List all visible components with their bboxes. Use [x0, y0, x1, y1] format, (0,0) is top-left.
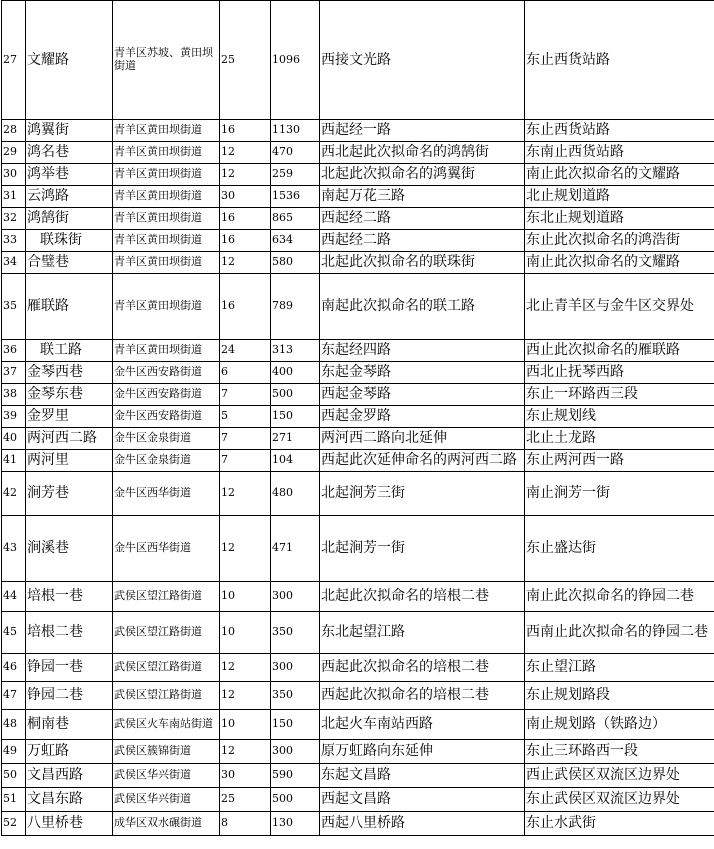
row-number-cell: 50	[2, 764, 26, 788]
district-cell: 武侯区华兴街道	[113, 764, 220, 788]
row-number-cell: 52	[2, 812, 26, 836]
district-cell: 青羊区黄田坝街道	[113, 142, 220, 164]
road-name-cell: 合璧巷	[26, 252, 113, 274]
end-point-cell: 东止规划路段	[525, 682, 714, 710]
table-row	[2, 164, 714, 186]
table-row	[2, 612, 714, 654]
road-length-cell: 350	[271, 682, 320, 710]
start-point-cell: 东起金琴路	[320, 362, 525, 384]
road-length-cell: 150	[271, 406, 320, 428]
road-width-cell: 30	[220, 764, 271, 788]
road-width-cell: 16	[220, 208, 271, 230]
row-number-cell: 35	[2, 274, 26, 340]
road-width-cell: 7	[220, 428, 271, 450]
district-cell: 青羊区黄田坝街道	[113, 230, 220, 252]
row-number-cell: 38	[2, 384, 26, 406]
district-cell: 成华区双水碾街道	[113, 812, 220, 836]
end-point-cell: 东止望江路	[525, 654, 714, 682]
table-row	[2, 788, 714, 812]
table-row	[2, 582, 714, 612]
row-number-cell: 44	[2, 582, 26, 612]
road-length-cell: 271	[271, 428, 320, 450]
road-width-cell: 16	[220, 274, 271, 340]
road-name-cell: 鸿举巷	[26, 164, 113, 186]
row-number-cell: 51	[2, 788, 26, 812]
table-row	[2, 384, 714, 406]
row-number-cell: 41	[2, 450, 26, 472]
road-name-cell: 桐南巷	[26, 710, 113, 740]
road-name-cell: 云鸿路	[26, 186, 113, 208]
start-point-cell: 西起经一路	[320, 120, 525, 142]
district-cell: 青羊区黄田坝街道	[113, 164, 220, 186]
road-width-cell: 24	[220, 340, 271, 362]
road-width-cell: 12	[220, 740, 271, 764]
start-point-cell: 西起金琴路	[320, 384, 525, 406]
road-width-cell: 7	[220, 450, 271, 472]
end-point-cell: 北止土龙路	[525, 428, 714, 450]
start-point-cell: 西起经二路	[320, 230, 525, 252]
road-name-cell: 两河里	[26, 450, 113, 472]
end-point-cell: 南止规划路（铁路边）	[525, 710, 714, 740]
start-point-cell: 西起此次拟命名的培根二巷	[320, 682, 525, 710]
district-cell: 金牛区金泉街道	[113, 428, 220, 450]
table-row	[2, 252, 714, 274]
district-cell: 武侯区簇锦街道	[113, 740, 220, 764]
road-width-cell: 12	[220, 682, 271, 710]
road-length-cell: 104	[271, 450, 320, 472]
district-cell: 金牛区西华街道	[113, 472, 220, 516]
start-point-cell: 南起万花三路	[320, 186, 525, 208]
road-length-cell: 470	[271, 142, 320, 164]
road-width-cell: 10	[220, 612, 271, 654]
district-cell: 青羊区苏坡、黄田坝街道	[113, 1, 220, 120]
end-point-cell: 南止此次拟命名的文耀路	[525, 252, 714, 274]
road-width-cell: 25	[220, 788, 271, 812]
table-row	[2, 472, 714, 516]
row-number-cell: 29	[2, 142, 26, 164]
road-name-cell: 鸿名巷	[26, 142, 113, 164]
row-number-cell: 39	[2, 406, 26, 428]
end-point-cell: 北止青羊区与金牛区交界处	[525, 274, 714, 340]
end-point-cell: 东止盛达街	[525, 516, 714, 582]
table-row	[2, 654, 714, 682]
district-cell: 金牛区西华街道	[113, 516, 220, 582]
road-length-cell: 865	[271, 208, 320, 230]
road-width-cell: 10	[220, 710, 271, 740]
table-row	[2, 142, 714, 164]
row-number-cell: 43	[2, 516, 26, 582]
end-point-cell: 南止此次拟命名的文耀路	[525, 164, 714, 186]
row-number-cell: 46	[2, 654, 26, 682]
district-cell: 金牛区西安路街道	[113, 406, 220, 428]
table-row	[2, 450, 714, 472]
road-name-cell: 金琴西巷	[26, 362, 113, 384]
district-cell: 武侯区望江路街道	[113, 612, 220, 654]
row-number-cell: 48	[2, 710, 26, 740]
start-point-cell: 南起此次拟命名的联工路	[320, 274, 525, 340]
district-cell: 青羊区黄田坝街道	[113, 208, 220, 230]
row-number-cell: 47	[2, 682, 26, 710]
district-cell: 金牛区金泉街道	[113, 450, 220, 472]
table-row	[2, 812, 714, 836]
road-name-cell: 万虹路	[26, 740, 113, 764]
road-width-cell: 12	[220, 164, 271, 186]
road-name-cell: 金罗里	[26, 406, 113, 428]
end-point-cell: 东止武侯区双流区边界处	[525, 788, 714, 812]
road-name-cell: 联珠街	[26, 230, 113, 252]
road-name-cell: 涧溪巷	[26, 516, 113, 582]
road-width-cell: 12	[220, 472, 271, 516]
road-name-cell: 金琴东巷	[26, 384, 113, 406]
road-width-cell: 8	[220, 812, 271, 836]
road-length-cell: 634	[271, 230, 320, 252]
table-row	[2, 682, 714, 710]
end-point-cell: 西止此次拟命名的雁联路	[525, 340, 714, 362]
end-point-cell: 东止水武街	[525, 812, 714, 836]
road-length-cell: 150	[271, 710, 320, 740]
end-point-cell: 东止西货站路	[525, 1, 714, 120]
end-point-cell: 东止规划线	[525, 406, 714, 428]
start-point-cell: 西起此次拟命名的培根二巷	[320, 654, 525, 682]
road-width-cell: 25	[220, 1, 271, 120]
road-name-cell: 鸿鹄街	[26, 208, 113, 230]
district-cell: 青羊区黄田坝街道	[113, 340, 220, 362]
road-width-cell: 10	[220, 582, 271, 612]
road-name-cell: 铮园二巷	[26, 682, 113, 710]
start-point-cell: 西北起此次拟命名的鸿鹄街	[320, 142, 525, 164]
road-width-cell: 6	[220, 362, 271, 384]
table-row	[2, 428, 714, 450]
road-name-cell: 八里桥巷	[26, 812, 113, 836]
row-number-cell: 45	[2, 612, 26, 654]
start-point-cell: 东北起望江路	[320, 612, 525, 654]
row-number-cell: 31	[2, 186, 26, 208]
row-number-cell: 40	[2, 428, 26, 450]
district-cell: 青羊区黄田坝街道	[113, 252, 220, 274]
road-name-cell: 培根一巷	[26, 582, 113, 612]
end-point-cell: 东止此次拟命名的鸿浩街	[525, 230, 714, 252]
row-number-cell: 27	[2, 1, 26, 120]
end-point-cell: 北止规划道路	[525, 186, 714, 208]
road-length-cell: 300	[271, 582, 320, 612]
district-cell: 青羊区黄田坝街道	[113, 186, 220, 208]
table-row	[2, 120, 714, 142]
row-number-cell: 30	[2, 164, 26, 186]
end-point-cell: 东北止规划道路	[525, 208, 714, 230]
district-cell: 武侯区望江路街道	[113, 654, 220, 682]
road-name-cell: 涧芳巷	[26, 472, 113, 516]
end-point-cell: 东止三环路西一段	[525, 740, 714, 764]
start-point-cell: 原万虹路向东延伸	[320, 740, 525, 764]
start-point-cell: 北起此次拟命名的培根二巷	[320, 582, 525, 612]
table-body	[2, 1, 714, 836]
road-width-cell: 16	[220, 230, 271, 252]
road-length-cell: 350	[271, 612, 320, 654]
road-length-cell: 580	[271, 252, 320, 274]
road-width-cell: 12	[220, 252, 271, 274]
table-row	[2, 710, 714, 740]
district-cell: 青羊区黄田坝街道	[113, 274, 220, 340]
row-number-cell: 32	[2, 208, 26, 230]
road-length-cell: 471	[271, 516, 320, 582]
road-width-cell: 5	[220, 406, 271, 428]
road-name-cell: 培根二巷	[26, 612, 113, 654]
road-length-cell: 300	[271, 654, 320, 682]
end-point-cell: 东南止西货站路	[525, 142, 714, 164]
end-point-cell: 西北止抚琴西路	[525, 362, 714, 384]
table-row	[2, 1, 714, 120]
district-cell: 金牛区西安路街道	[113, 362, 220, 384]
start-point-cell: 东起经四路	[320, 340, 525, 362]
end-point-cell: 南止涧芳一街	[525, 472, 714, 516]
start-point-cell: 东起文昌路	[320, 764, 525, 788]
road-length-cell: 300	[271, 740, 320, 764]
row-number-cell: 36	[2, 340, 26, 362]
road-name-cell: 文昌西路	[26, 764, 113, 788]
end-point-cell: 东止一环路西三段	[525, 384, 714, 406]
start-point-cell: 北起火车南站西路	[320, 710, 525, 740]
road-length-cell: 590	[271, 764, 320, 788]
road-name-cell: 文昌东路	[26, 788, 113, 812]
table-row	[2, 516, 714, 582]
district-cell: 金牛区西安路街道	[113, 384, 220, 406]
start-point-cell: 北起涧芳一街	[320, 516, 525, 582]
road-length-cell: 789	[271, 274, 320, 340]
road-width-cell: 7	[220, 384, 271, 406]
row-number-cell: 34	[2, 252, 26, 274]
end-point-cell: 南止此次拟命名的铮园二巷	[525, 582, 714, 612]
district-cell: 武侯区火车南站街道	[113, 710, 220, 740]
start-point-cell: 北起此次拟命名的联珠街	[320, 252, 525, 274]
row-number-cell: 33	[2, 230, 26, 252]
start-point-cell: 西起金罗路	[320, 406, 525, 428]
table-row	[2, 230, 714, 252]
end-point-cell: 西南止此次拟命名的铮园二巷	[525, 612, 714, 654]
road-name-cell: 铮园一巷	[26, 654, 113, 682]
road-width-cell: 12	[220, 142, 271, 164]
table-row	[2, 740, 714, 764]
start-point-cell: 西起此次延伸命名的两河西二路	[320, 450, 525, 472]
road-name-cell: 雁联路	[26, 274, 113, 340]
road-name-cell: 文耀路	[26, 1, 113, 120]
road-length-cell: 1536	[271, 186, 320, 208]
start-point-cell: 北起此次拟命名的鸿翼街	[320, 164, 525, 186]
table-row	[2, 208, 714, 230]
road-name-cell: 联工路	[26, 340, 113, 362]
start-point-cell: 西接文光路	[320, 1, 525, 120]
district-cell: 青羊区黄田坝街道	[113, 120, 220, 142]
table-row	[2, 340, 714, 362]
road-length-cell: 259	[271, 164, 320, 186]
start-point-cell: 北起涧芳三街	[320, 472, 525, 516]
road-width-cell: 16	[220, 120, 271, 142]
road-length-cell: 500	[271, 788, 320, 812]
table-row	[2, 406, 714, 428]
row-number-cell: 42	[2, 472, 26, 516]
road-length-cell: 500	[271, 384, 320, 406]
start-point-cell: 西起文昌路	[320, 788, 525, 812]
road-length-cell: 313	[271, 340, 320, 362]
road-length-cell: 1130	[271, 120, 320, 142]
road-name-cell: 鸿翼街	[26, 120, 113, 142]
road-width-cell: 12	[220, 516, 271, 582]
end-point-cell: 东止西货站路	[525, 120, 714, 142]
road-naming-table	[1, 0, 714, 836]
district-cell: 武侯区华兴街道	[113, 788, 220, 812]
table-row	[2, 186, 714, 208]
district-cell: 武侯区望江路街道	[113, 582, 220, 612]
road-length-cell: 480	[271, 472, 320, 516]
start-point-cell: 两河西二路向北延伸	[320, 428, 525, 450]
row-number-cell: 37	[2, 362, 26, 384]
road-length-cell: 400	[271, 362, 320, 384]
table-row	[2, 274, 714, 340]
table-row	[2, 362, 714, 384]
row-number-cell: 49	[2, 740, 26, 764]
road-width-cell: 30	[220, 186, 271, 208]
road-width-cell: 12	[220, 654, 271, 682]
road-length-cell: 1096	[271, 1, 320, 120]
table-row	[2, 764, 714, 788]
start-point-cell: 西起八里桥路	[320, 812, 525, 836]
end-point-cell: 西止武侯区双流区边界处	[525, 764, 714, 788]
road-length-cell: 130	[271, 812, 320, 836]
row-number-cell: 28	[2, 120, 26, 142]
start-point-cell: 西起经二路	[320, 208, 525, 230]
district-cell: 武侯区望江路街道	[113, 682, 220, 710]
road-name-cell: 两河西二路	[26, 428, 113, 450]
end-point-cell: 东止两河西一路	[525, 450, 714, 472]
